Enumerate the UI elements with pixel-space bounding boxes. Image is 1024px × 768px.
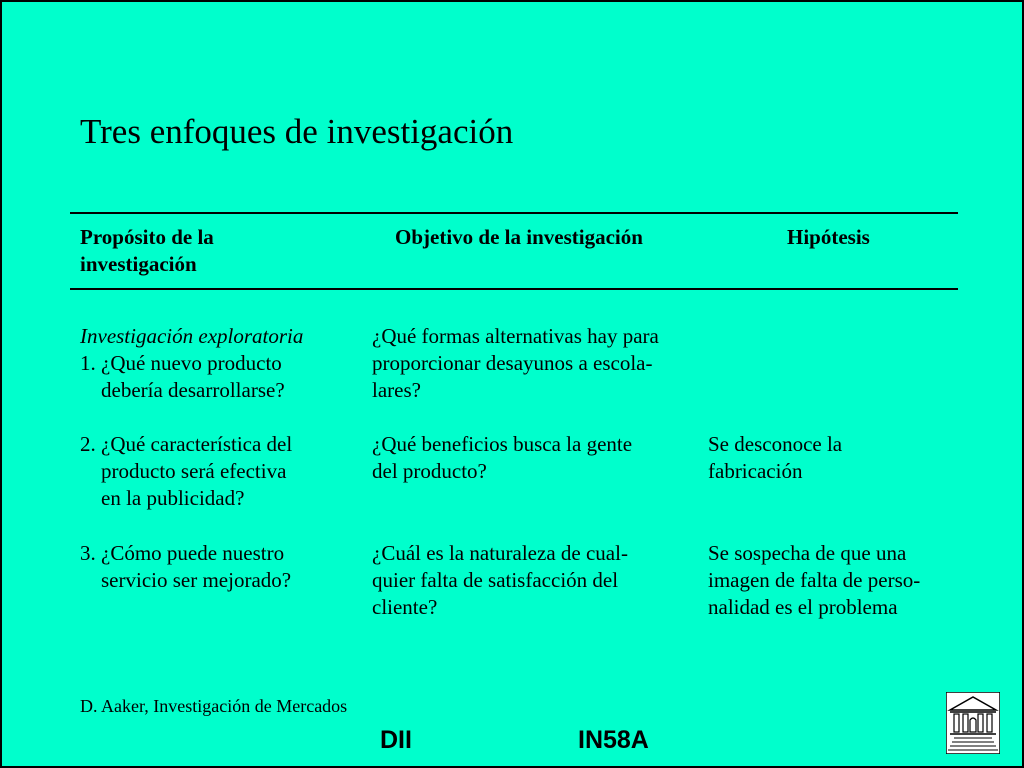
row3-objective: ¿Cuál es la naturaleza de cual- quier falta de satisfacción del cliente? [372,541,628,619]
table-top-rule [70,212,958,214]
header-objective: Objetivo de la investigación [395,225,643,249]
header-purpose: Propósito de la investigación [80,225,214,276]
table-header-rule [70,288,958,290]
row1-objective: ¿Qué formas alternativas hay para proporcionar desayunos a escola- lares? [372,324,659,402]
row1-purpose: 1. ¿Qué nuevo producto debería desarrollarse? [80,351,285,402]
row2-objective: ¿Qué beneficios busca la gente del producto? [372,432,633,483]
footer-left: DII [380,726,412,754]
row2-hypothesis: Se desconoce la fabricación [708,432,843,483]
row3-hypothesis: Se sospecha de que una imagen de falta de perso- nalidad es el problema [708,541,921,619]
row3-purpose: 3. ¿Cómo puede nuestro servicio ser mejorado? [80,541,292,592]
university-building-logo-icon [946,692,1000,754]
row1-purpose-category: Investigación exploratoria [80,324,304,348]
footer-right: IN58A [578,726,649,754]
row2-purpose: 2. ¿Qué característica del producto será efectiva en la publicidad? [80,432,293,510]
header-hypothesis: Hipótesis [787,225,870,249]
source-citation: D. Aaker, Investigación de Mercados [80,696,348,716]
slide-title: Tres enfoques de investigación [80,112,514,151]
